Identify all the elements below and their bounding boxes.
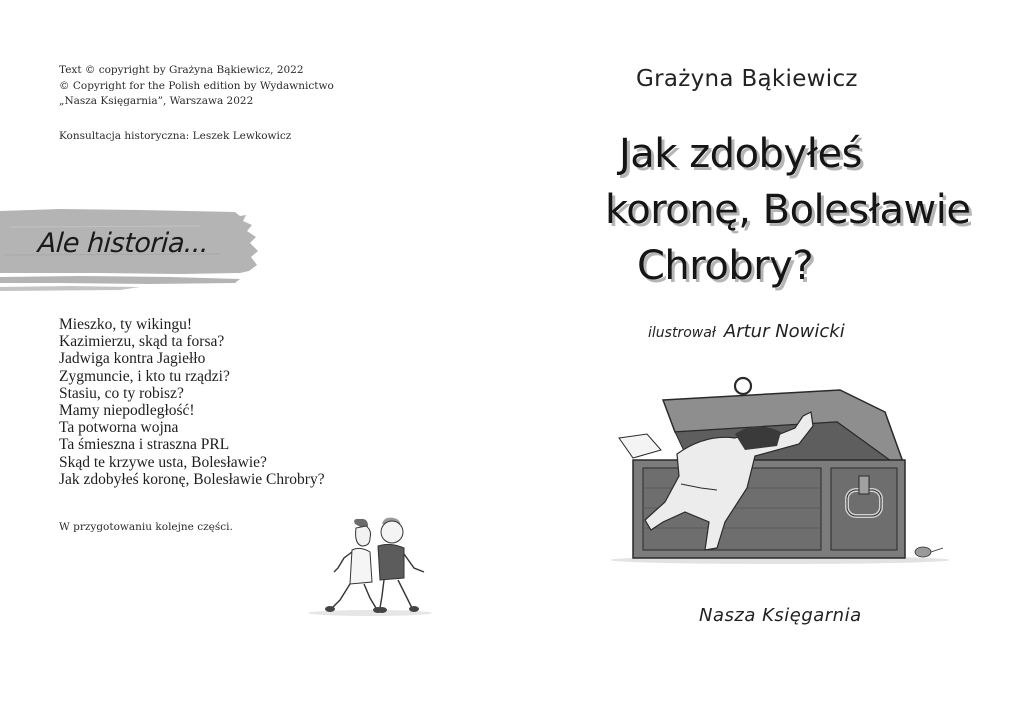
list-item: Mieszko, ty wikingu! bbox=[59, 316, 193, 333]
copyright-line: © Copyright for the Polish edition by Wydawnictwo bbox=[59, 79, 334, 92]
in-preparation-note: W przygotowaniu kolejne części. bbox=[59, 521, 233, 533]
author-name: Grażyna Bąkiewicz bbox=[636, 66, 858, 92]
walking-boys-icon bbox=[300, 516, 435, 621]
treasure-chest-illustration bbox=[605, 372, 950, 567]
copyright-line: Text © copyright by Grażyna Bąkiewicz, 2022 bbox=[59, 64, 304, 76]
illustrator-name: Artur Nowicki bbox=[723, 321, 845, 342]
right-page bbox=[512, 0, 1024, 702]
illustrator-prefix: ilustrował bbox=[648, 325, 716, 341]
publisher-name: Nasza Księgarnia bbox=[699, 605, 862, 626]
historical-consultation: Konsultacja historyczna: Leszek Lewkowicz bbox=[59, 130, 292, 142]
title-line: Jak zdobyłeś bbox=[619, 131, 862, 177]
list-item: Mamy niepodległość! bbox=[59, 402, 195, 420]
list-item: Jak zdobyłeś koronę, Bolesławie Chrobry? bbox=[59, 470, 325, 488]
two-boys-illustration bbox=[300, 516, 435, 621]
list-item: Kazimierzu, skąd ta forsa? bbox=[59, 333, 225, 351]
list-item: Ta śmieszna i straszna PRL bbox=[59, 436, 230, 454]
series-book-list bbox=[59, 316, 325, 488]
series-title: Ale historia... bbox=[36, 228, 210, 259]
treasure-chest-icon bbox=[605, 372, 950, 567]
book-title bbox=[605, 126, 970, 294]
title-line: Chrobry? bbox=[637, 243, 814, 289]
title-line: koronę, Bolesławie bbox=[605, 187, 971, 233]
copyright-notice bbox=[59, 63, 334, 110]
illustrator-credit bbox=[648, 321, 845, 342]
list-item: Jadwiga kontra Jagiełło bbox=[59, 350, 206, 368]
list-item: Zygmuncie, i kto tu rządzi? bbox=[59, 367, 230, 385]
list-item: Stasiu, co ty robisz? bbox=[59, 384, 184, 402]
list-item: Skąd te krzywe usta, Bolesławie? bbox=[59, 453, 267, 471]
list-item: Ta potworna wojna bbox=[59, 419, 179, 437]
copyright-line: „Nasza Księgarnia”, Warszawa 2022 bbox=[59, 95, 254, 107]
